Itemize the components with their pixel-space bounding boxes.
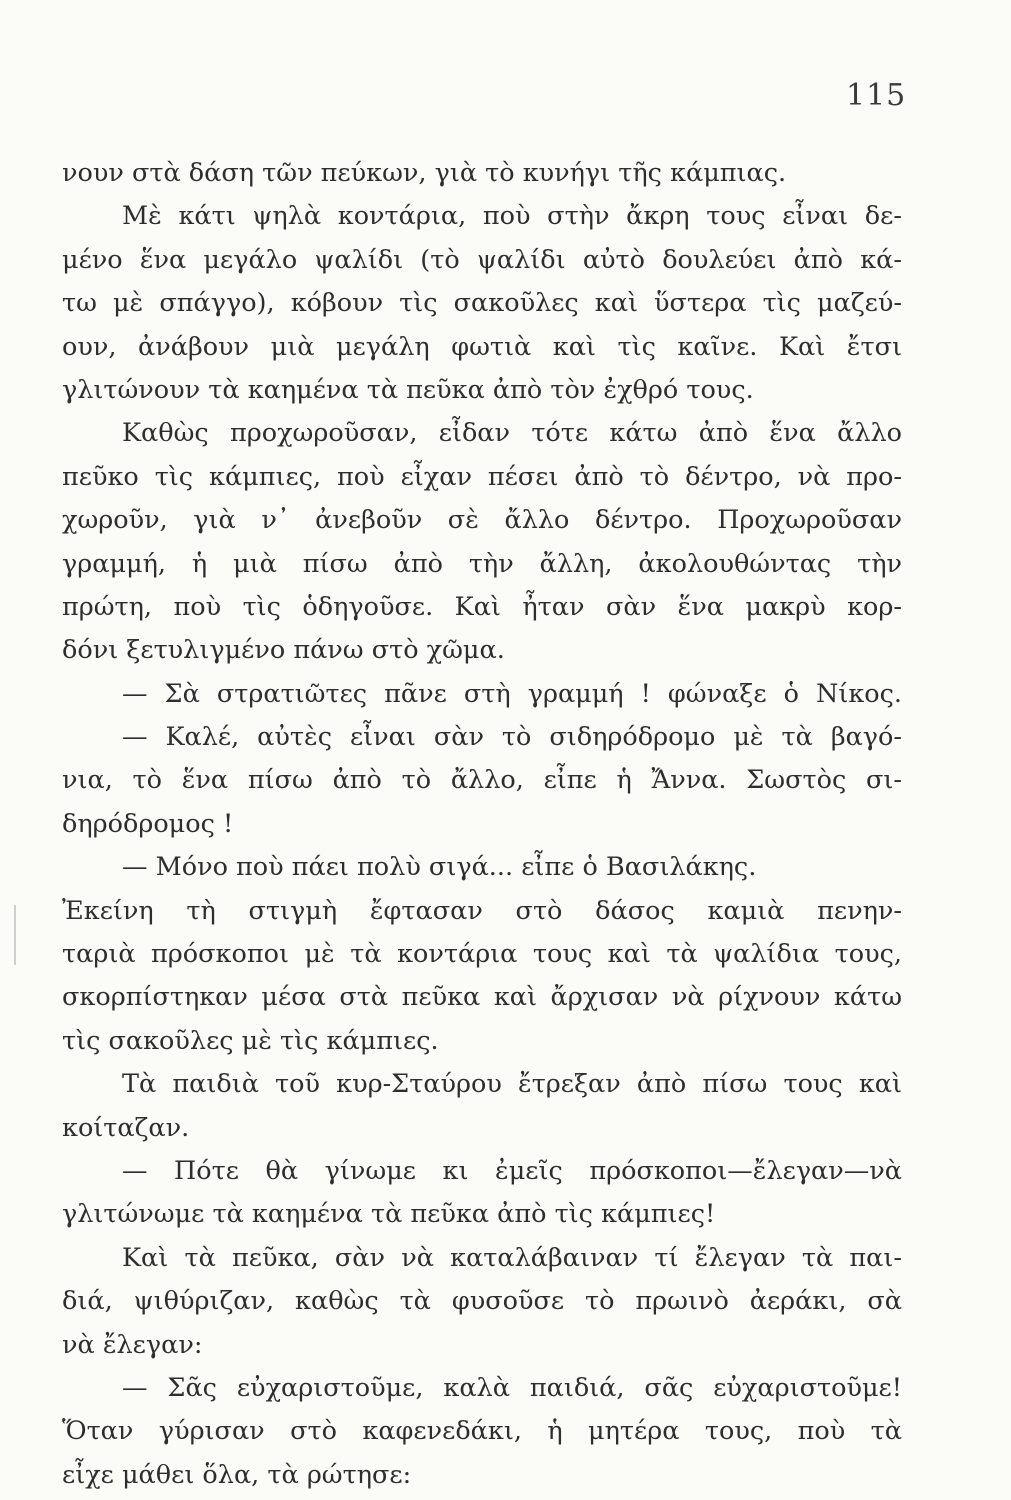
text-line: δηρόδρομος !	[62, 808, 234, 839]
page-number: 115	[846, 78, 907, 113]
text-line: νὰ ἔλεγαν:	[62, 1329, 203, 1360]
text-line: ουν, ἀνάβουν μιὰ μεγάλη φωτιὰ καὶ τὶς καῖνε. Καὶ ἔτσι	[62, 331, 902, 362]
text-line: τω μὲ σπάγγο), κόβουν τὶς σακοῦλες καὶ ὕστερα τὶς μαζεύ-	[62, 288, 902, 319]
text-line: μένο ἕνα μεγάλο ψαλίδι (τὸ ψαλίδι αὐτὸ δουλεύει ἀπὸ κά-	[62, 244, 902, 275]
text-line: νια, τὸ ἕνα πίσω ἀπὸ τὸ ἄλλο, εἶπε ἡ Ἄννα. Σωστὸς σι-	[62, 765, 902, 796]
text-line: διά, ψιθύριζαν, καθὼς τὰ φυσοῦσε τὸ πρωινὸ ἀεράκι, σὰ	[62, 1286, 902, 1317]
text-line: Μὲ κάτι ψηλὰ κοντάρια, ποὺ στὴν ἄκρη τους εἶναι δε-	[122, 201, 902, 232]
text-line: τὶς σακοῦλες μὲ τὶς κάμπιες.	[62, 1025, 439, 1056]
text-line: — Σὰ στρατιῶτες πᾶνε στὴ γραμμή ! φώναξε ὁ Νίκος.	[122, 678, 902, 709]
text-line: Τὰ παιδιὰ τοῦ κυρ-Σταύρου ἔτρεξαν ἀπὸ πίσω τους καὶ	[122, 1069, 902, 1100]
text-line: δόνι ξετυλιγμένο πάνω στὸ χῶμα.	[62, 635, 505, 666]
text-line: χωροῦν, γιὰ ν᾽ ἀνεβοῦν σὲ ἄλλο δέντρο. Προχωροῦσαν	[62, 505, 902, 536]
text-line: — Μόνο ποὺ πάει πολὺ σιγά... εἶπε ὁ Βασιλάκης.	[122, 852, 757, 883]
text-line: κοίταζαν.	[62, 1112, 190, 1143]
text-line: Καὶ τὰ πεῦκα, σὰν νὰ καταλάβαιναν τί ἔλεγαν τὰ παι-	[122, 1242, 902, 1273]
text-line: — Σᾶς εὐχαριστοῦμε, καλὰ παιδιά, σᾶς εὐχαριστοῦμε!	[122, 1372, 902, 1403]
text-line: σκορπίστηκαν μέσα στὰ πεῦκα καὶ ἄρχισαν νὰ ρίχνουν κάτω	[62, 982, 902, 1013]
body-text	[62, 152, 902, 1497]
text-line: Καθὼς προχωροῦσαν, εἶδαν τότε κάτω ἀπὸ ἕνα ἄλλο	[122, 418, 902, 449]
text-line: — Καλέ, αὐτὲς εἶναι σὰν τὸ σιδηρόδρομο μὲ τὰ βαγό-	[122, 722, 902, 753]
text-line: νουν στὰ δάση τῶν πεύκων, γιὰ τὸ κυνήγι τῆς κάμπιας.	[62, 158, 787, 188]
text-line: ταριὰ πρόσκοποι μὲ τὰ κοντάρια τους καὶ τὰ ψαλίδια τους,	[62, 939, 902, 970]
text-line: γραμμή, ἡ μιὰ πίσω ἀπὸ τὴν ἄλλη, ἀκολουθώντας τὴν	[62, 548, 902, 579]
text-line: Ὅταν γύρισαν στὸ καφενεδάκι, ἡ μητέρα τους, ποὺ τὰ	[62, 1416, 902, 1447]
text-line: γλιτώνωμε τὰ καημένα τὰ πεῦκα ἀπὸ τὶς κάμπιες!	[62, 1199, 716, 1230]
text-line: εἶχε μάθει ὅλα, τὰ ρώτησε:	[62, 1459, 412, 1490]
text-line: Ἐκείνη τὴ στιγμὴ ἔφτασαν στὸ δάσος καμιὰ πενην-	[62, 895, 902, 926]
text-line: πεῦκο τὶς κάμπιες, ποὺ εἶχαν πέσει ἀπὸ τὸ δέντρο, νὰ προ-	[62, 461, 902, 492]
page-edge-shadow	[14, 905, 16, 965]
text-line: — Πότε θὰ γίνωμε κι ἐμεῖς πρόσκοποι—ἔλεγαν—νὰ	[122, 1155, 902, 1186]
text-line: πρώτη, ποὺ τὶς ὁδηγοῦσε. Καὶ ἦταν σὰν ἕνα μακρὺ κορ-	[62, 591, 902, 622]
text-line: γλιτώνουν τὰ καημένα τὰ πεῦκα ἀπὸ τὸν ἐχθρό τους.	[62, 374, 754, 405]
